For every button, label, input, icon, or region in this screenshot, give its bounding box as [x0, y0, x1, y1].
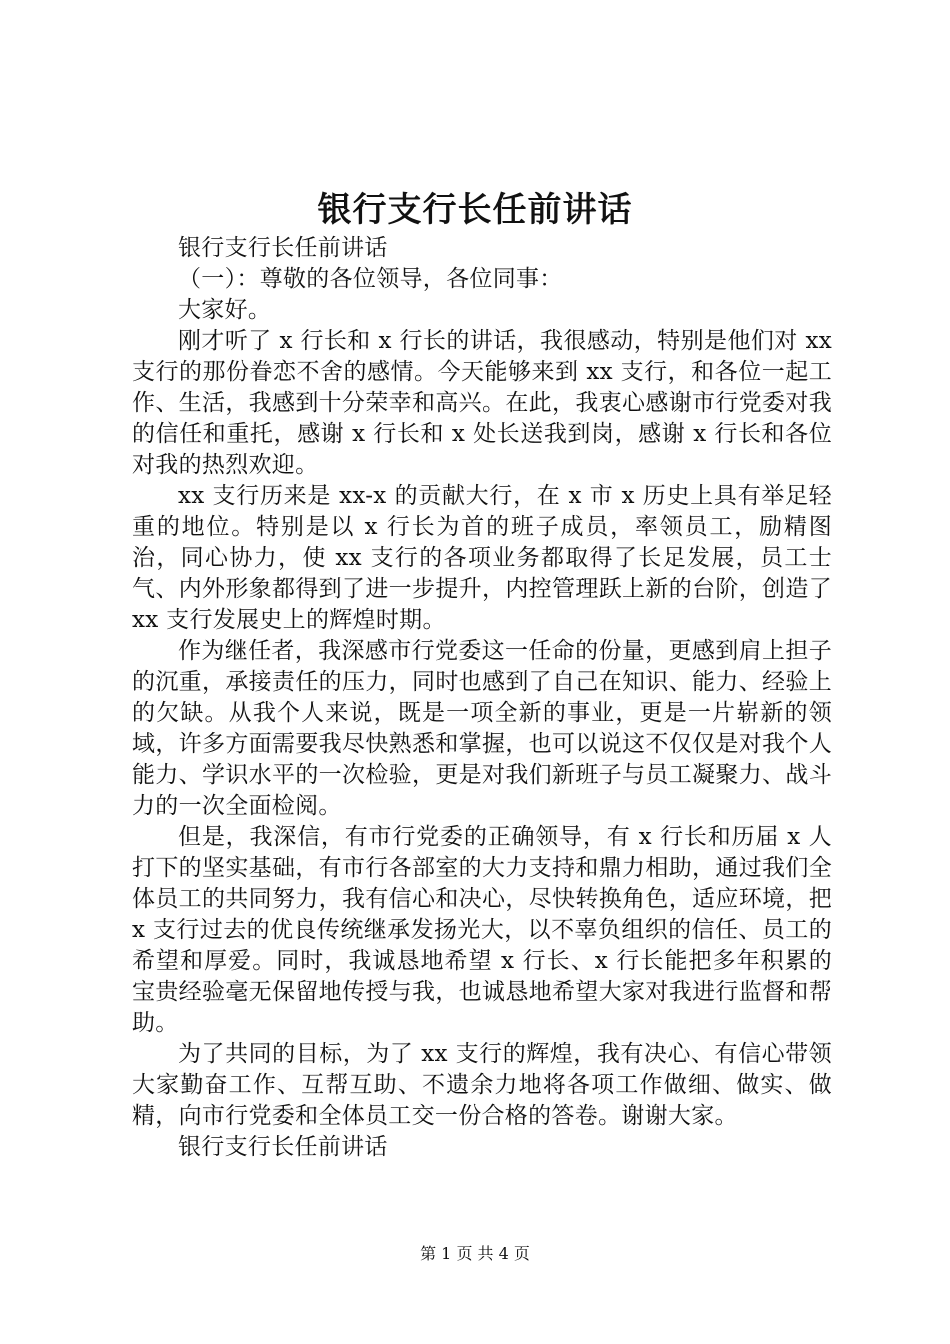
document-title: 银行支行长任前讲话 — [317, 190, 633, 230]
paragraph-next-heading: 银行支行长任前讲话 — [178, 1134, 388, 1160]
paragraph-thanks: 刚才听了 x 行长和 x 行长的讲话，我很感动，特别是他们对 xx 支行的那份眷恋不舍的感情。今天能够来到 xx 支行，和各位一起工作、生活，我感到十分荣幸和高兴。在此，我衷心感谢市行党委对我的信任和重托，感谢 x 行长和 x 处长送我到岗，感谢 x 行长和各位对我的热烈欢迎。 — [132, 328, 840, 478]
paragraph-salutation: （一）：尊敬的各位领导，各位同事： — [178, 266, 563, 292]
page-footer: 第 1 页 共 4 页 — [420, 1244, 530, 1263]
paragraph-successor: 作为继任者，我深感市行党委这一任命的份量，更感到肩上担子的沉重，承接责任的压力，同时也感到了自己在知识、能力、经验上的欠缺。从我个人来说，既是一项全新的事业，更是一片崭新的领域，许多方面需要我尽快熟悉和掌握，也可以说这不仅仅是对我个人能力、学识水平的一次检验，更是对我们新班子与员工凝聚力、战斗力的一次全面检阅。 — [132, 638, 832, 819]
document-body — [132, 233, 840, 1163]
paragraph-greeting: 大家好。 — [178, 297, 272, 323]
paragraph-branch-history: xx 支行历来是 xx-x 的贡献大行，在 x 市 x 历史上具有举足轻重的地位。特别是以 x 行长为首的班子成员，率领员工，励精图治，同心协力，使 xx 支行的各项业务都取得了长足发展，员工士气、内外形象都得到了进一步提升，内控管理跃上新的台阶，创造了 xx 支行发展史上的辉煌时期。 — [132, 483, 840, 633]
paragraph-confidence: 但是，我深信，有市行党委的正确领导，有 x 行长和历届 x 人打下的坚实基础，有市行各部室的大力支持和鼎力相助，通过我们全体员工的共同努力，我有信心和决心，尽快转换角色，适应环境，把 x 支行过去的优良传统继承发扬光大，以不辜负组织的信任、员工的希望和厚爱。同时，我诚恳地希望 x 行长、x 行长能把多年积累的宝贵经验毫无保留地传授与我，也诚恳地希望大家对我进行监督和帮助。 — [132, 824, 840, 1036]
paragraph-subtitle: 银行支行长任前讲话 — [178, 235, 388, 261]
paragraph-closing: 为了共同的目标，为了 xx 支行的辉煌，我有决心、有信心带领大家勤奋工作、互帮互助、不遗余力地将各项工作做细、做实、做精，向市行党委和全体员工交一份合格的答卷。谢谢大家。 — [132, 1041, 832, 1129]
